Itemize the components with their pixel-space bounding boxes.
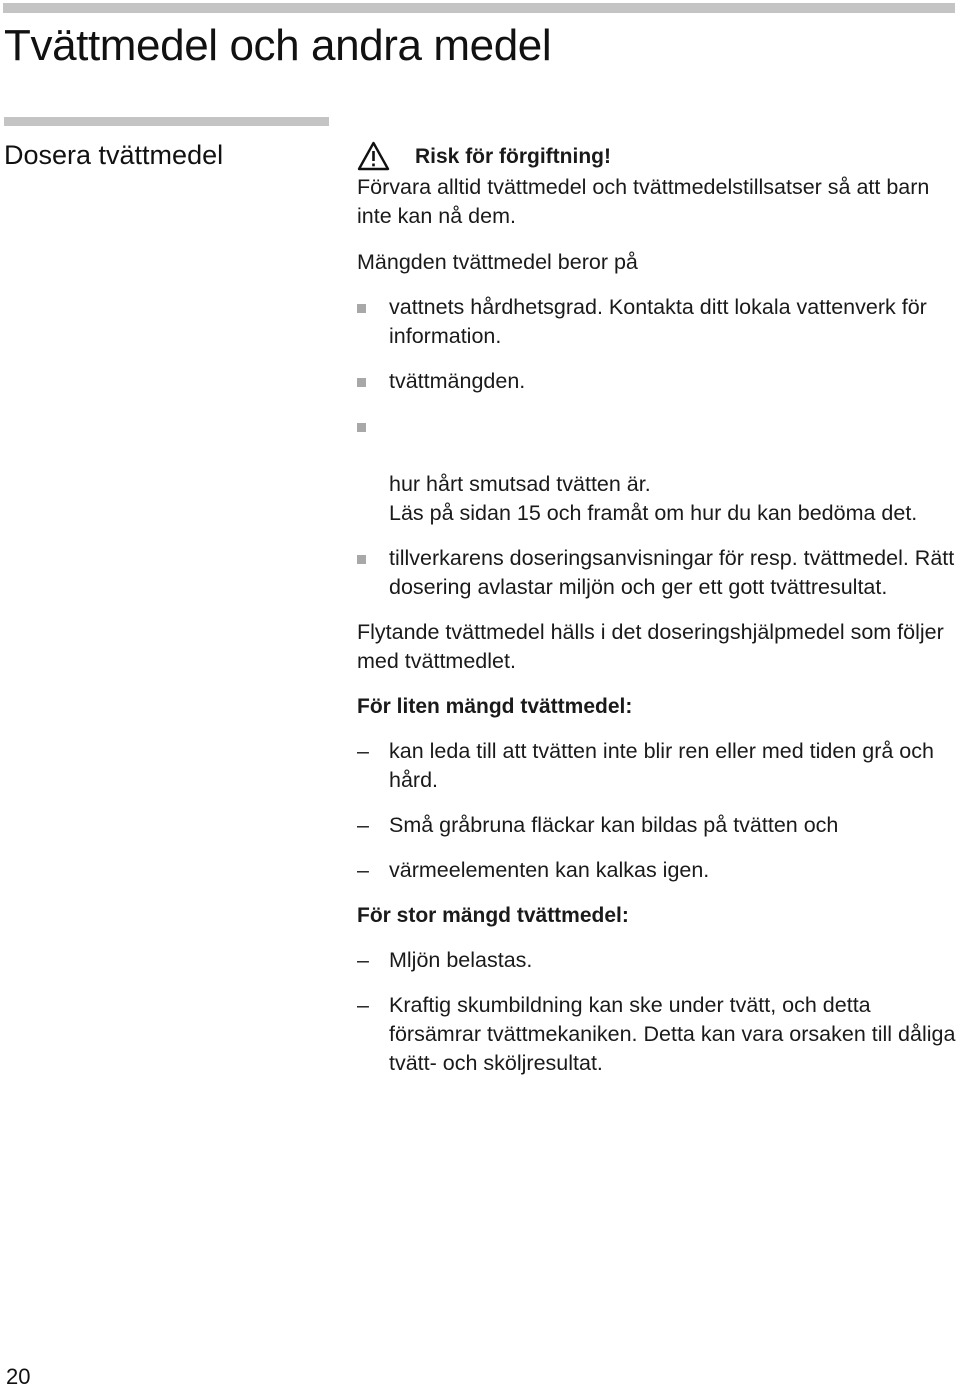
list-item-text: kan leda till att tvätten inte blir ren eller med tiden grå och hård. (389, 739, 934, 792)
square-bullet-icon (357, 378, 366, 387)
square-bullet-icon (357, 423, 366, 432)
warning-title: Risk för förgiftning! (415, 144, 611, 168)
list-item (357, 293, 957, 351)
dash-bullet: – (357, 858, 369, 882)
too-little-heading: För liten mängd tvättmedel: (357, 695, 633, 718)
list-item-text: tillverkarens doseringsanvisningar för resp. tvättmedel. Rätt dosering avlastar miljön och ger ett gott tvättresultat. (389, 546, 955, 599)
page-number: 20 (6, 1364, 31, 1389)
list-item (357, 367, 957, 396)
warning-text: Förvara alltid tvättmedel och tvättmedelstillsatser så att barn inte kan nå dem. (357, 175, 930, 228)
page-title: Tvättmedel och andra medel (4, 21, 552, 70)
list-item-text: Kraftig skumbildning kan ske under tvätt, och detta försämrar tvättmekaniken. Detta kan vara orsaken till dåliga tvätt- och sköljresultat. (389, 993, 956, 1075)
too-much-list (357, 946, 957, 1078)
section-rule (4, 117, 329, 126)
top-rule (3, 3, 955, 13)
list-item-text: tvättmängden. (389, 369, 526, 393)
dosage-factor-list (357, 293, 957, 602)
warning-triangle-icon (357, 141, 390, 171)
list-item (357, 811, 957, 840)
too-much-heading: För stor mängd tvättmedel: (357, 904, 629, 927)
list-item (357, 946, 957, 975)
list-item-text: Små gråbruna fläckar kan bildas på tvätten och (389, 813, 839, 837)
main-content (357, 139, 957, 1078)
list-item (357, 412, 957, 528)
liquid-detergent-text: Flytande tvättmedel hälls i det doseringshjälpmedel som följer med tvättmedlet. (357, 620, 944, 673)
list-item (357, 991, 957, 1078)
list-item-text: Mljön belastas. (389, 948, 533, 972)
square-bullet-icon (357, 555, 366, 564)
dash-bullet: – (357, 739, 369, 763)
dash-bullet: – (357, 993, 369, 1017)
too-little-list (357, 737, 957, 885)
dash-bullet: – (357, 948, 369, 972)
list-item-text: hur hårt smutsad tvätten är. Läs på sidan 15 och framåt om hur du kan bedöma det. (389, 472, 918, 525)
list-item-text: värmeelementen kan kalkas igen. (389, 858, 710, 882)
list-item (357, 737, 957, 795)
list-item-text: vattnets hårdhetsgrad. Kontakta ditt lokala vattenverk för information. (389, 295, 927, 348)
list-item (357, 544, 957, 602)
list-item (357, 856, 957, 885)
section-title: Dosera tvättmedel (4, 140, 224, 170)
intro-text: Mängden tvättmedel beror på (357, 250, 638, 274)
warning-heading (357, 139, 957, 173)
square-bullet-icon (357, 304, 366, 313)
dash-bullet: – (357, 813, 369, 837)
